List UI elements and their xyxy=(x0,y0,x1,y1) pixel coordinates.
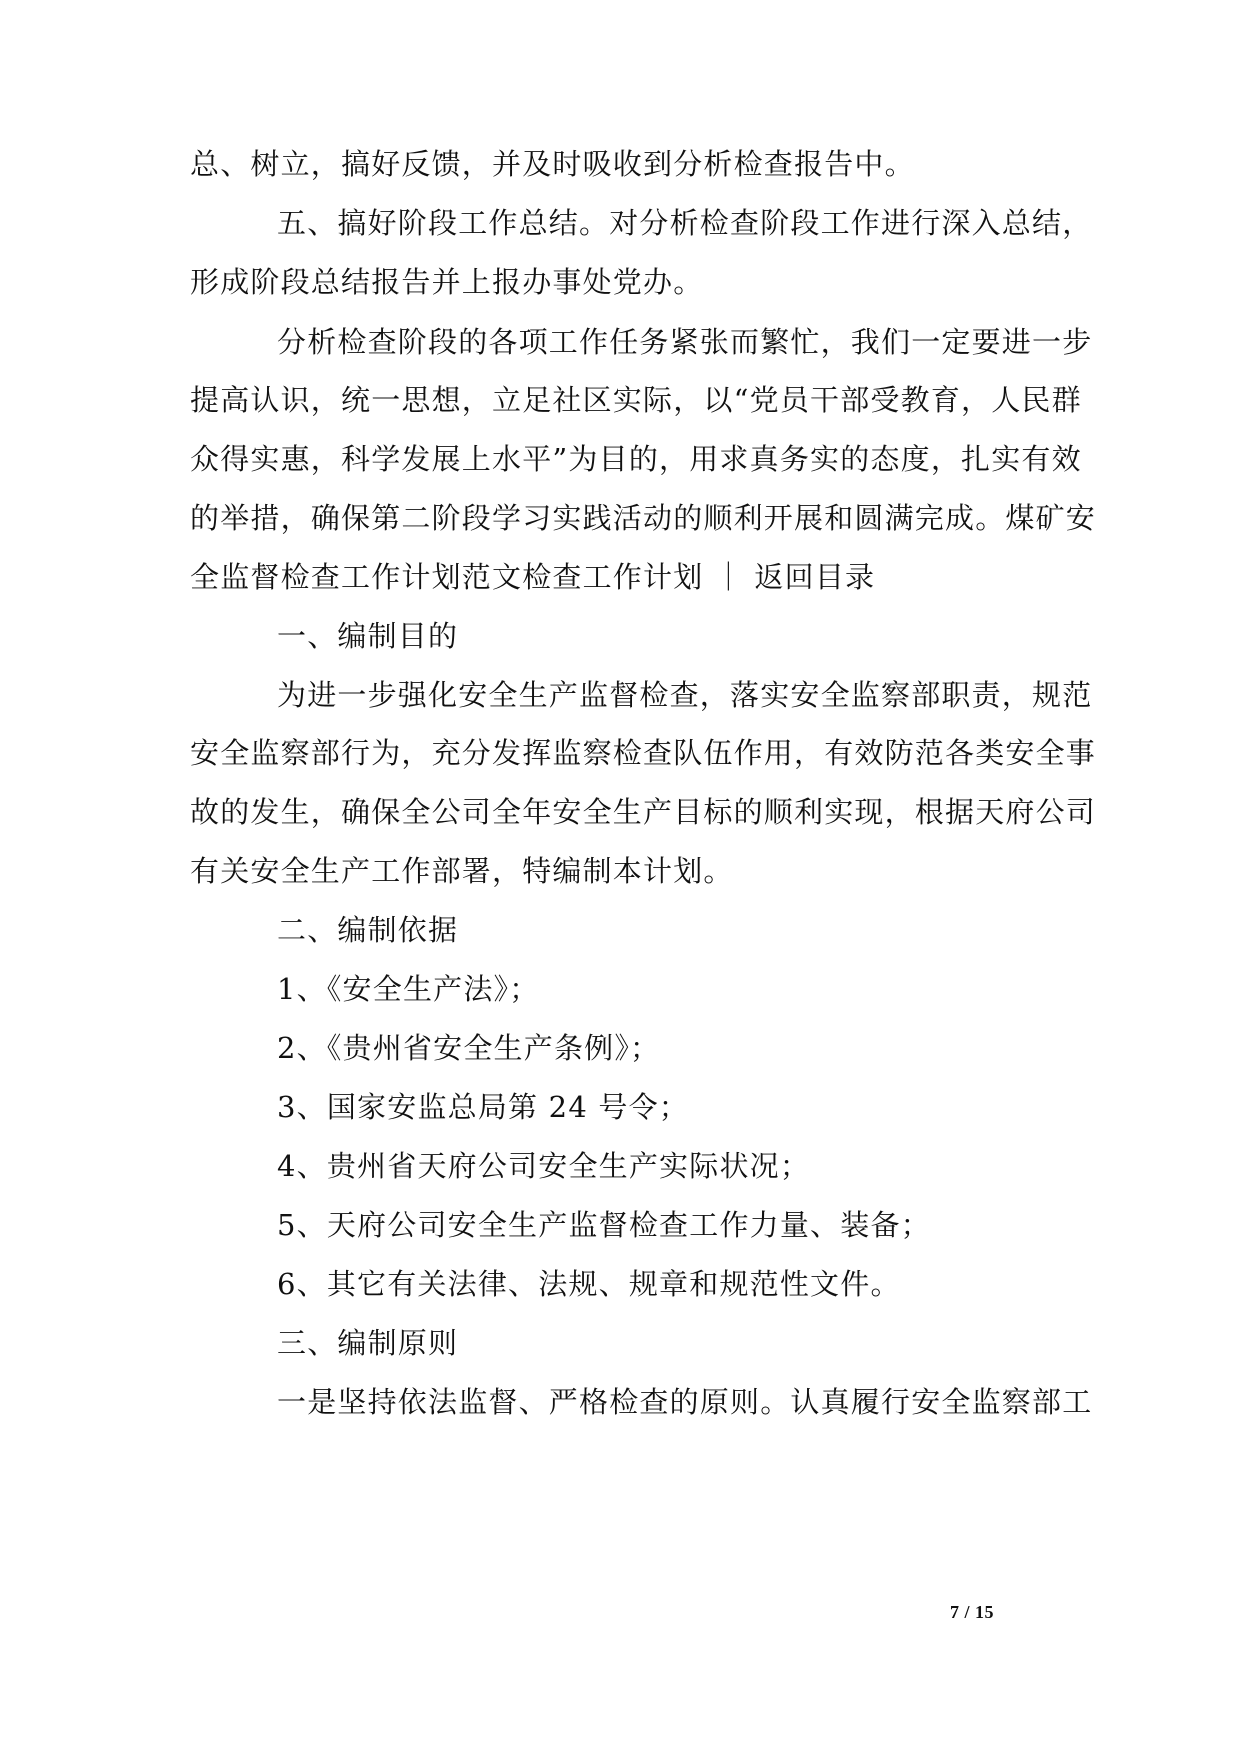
body-text-line: 一是坚持依法监督、严格检查的原则。认真履行安全监察部工 xyxy=(277,1385,1093,1419)
body-text-line: 全监督检查工作计划范文检查工作计划 ｜ 返回目录 xyxy=(190,560,876,594)
section-heading: 二、编制依据 xyxy=(277,913,459,947)
body-text-line: 形成阶段总结报告并上报办事处党办。 xyxy=(190,265,704,299)
list-item: 6、其它有关法律、法规、规章和规范性文件。 xyxy=(277,1267,901,1301)
section-heading: 一、编制目的 xyxy=(277,619,459,653)
body-text-line: 为进一步强化安全生产监督检查，落实安全监察部职责，规范 xyxy=(277,678,1093,712)
body-text-line: 分析检查阶段的各项工作任务紧张而繁忙，我们一定要进一步 xyxy=(277,325,1093,359)
body-text-line: 故的发生，确保全公司全年安全生产目标的顺利实现，根据天府公司 xyxy=(190,795,1097,829)
body-text-line: 五、搞好阶段工作总结。对分析检查阶段工作进行深入总结， xyxy=(277,206,1093,240)
body-text-line: 总、树立，搞好反馈，并及时吸收到分析检查报告中。 xyxy=(190,147,915,181)
list-item: 1、《安全生产法》； xyxy=(277,972,540,1006)
list-item: 4、贵州省天府公司安全生产实际状况； xyxy=(277,1149,811,1183)
body-text-line: 的举措，确保第二阶段学习实践活动的顺利开展和圆满完成。煤矿安 xyxy=(190,501,1097,535)
list-item: 5、天府公司安全生产监督检查工作力量、装备； xyxy=(277,1208,931,1242)
body-text-line: 有关安全生产工作部署，特编制本计划。 xyxy=(190,854,734,888)
section-heading: 三、编制原则 xyxy=(277,1326,459,1360)
page-number: 7 / 15 xyxy=(950,1602,995,1622)
body-text-line: 众得实惠，科学发展上水平”为目的，用求真务实的态度，扎实有效 xyxy=(190,442,1082,476)
body-text-line: 安全监察部行为，充分发挥监察检查队伍作用，有效防范各类安全事 xyxy=(190,736,1097,770)
list-item: 3、国家安监总局第 24 号令； xyxy=(277,1090,689,1124)
list-item: 2、《贵州省安全生产条例》； xyxy=(277,1031,661,1065)
body-text-line: 提高认识，统一思想，立足社区实际，以“党员干部受教育，人民群 xyxy=(190,383,1082,417)
